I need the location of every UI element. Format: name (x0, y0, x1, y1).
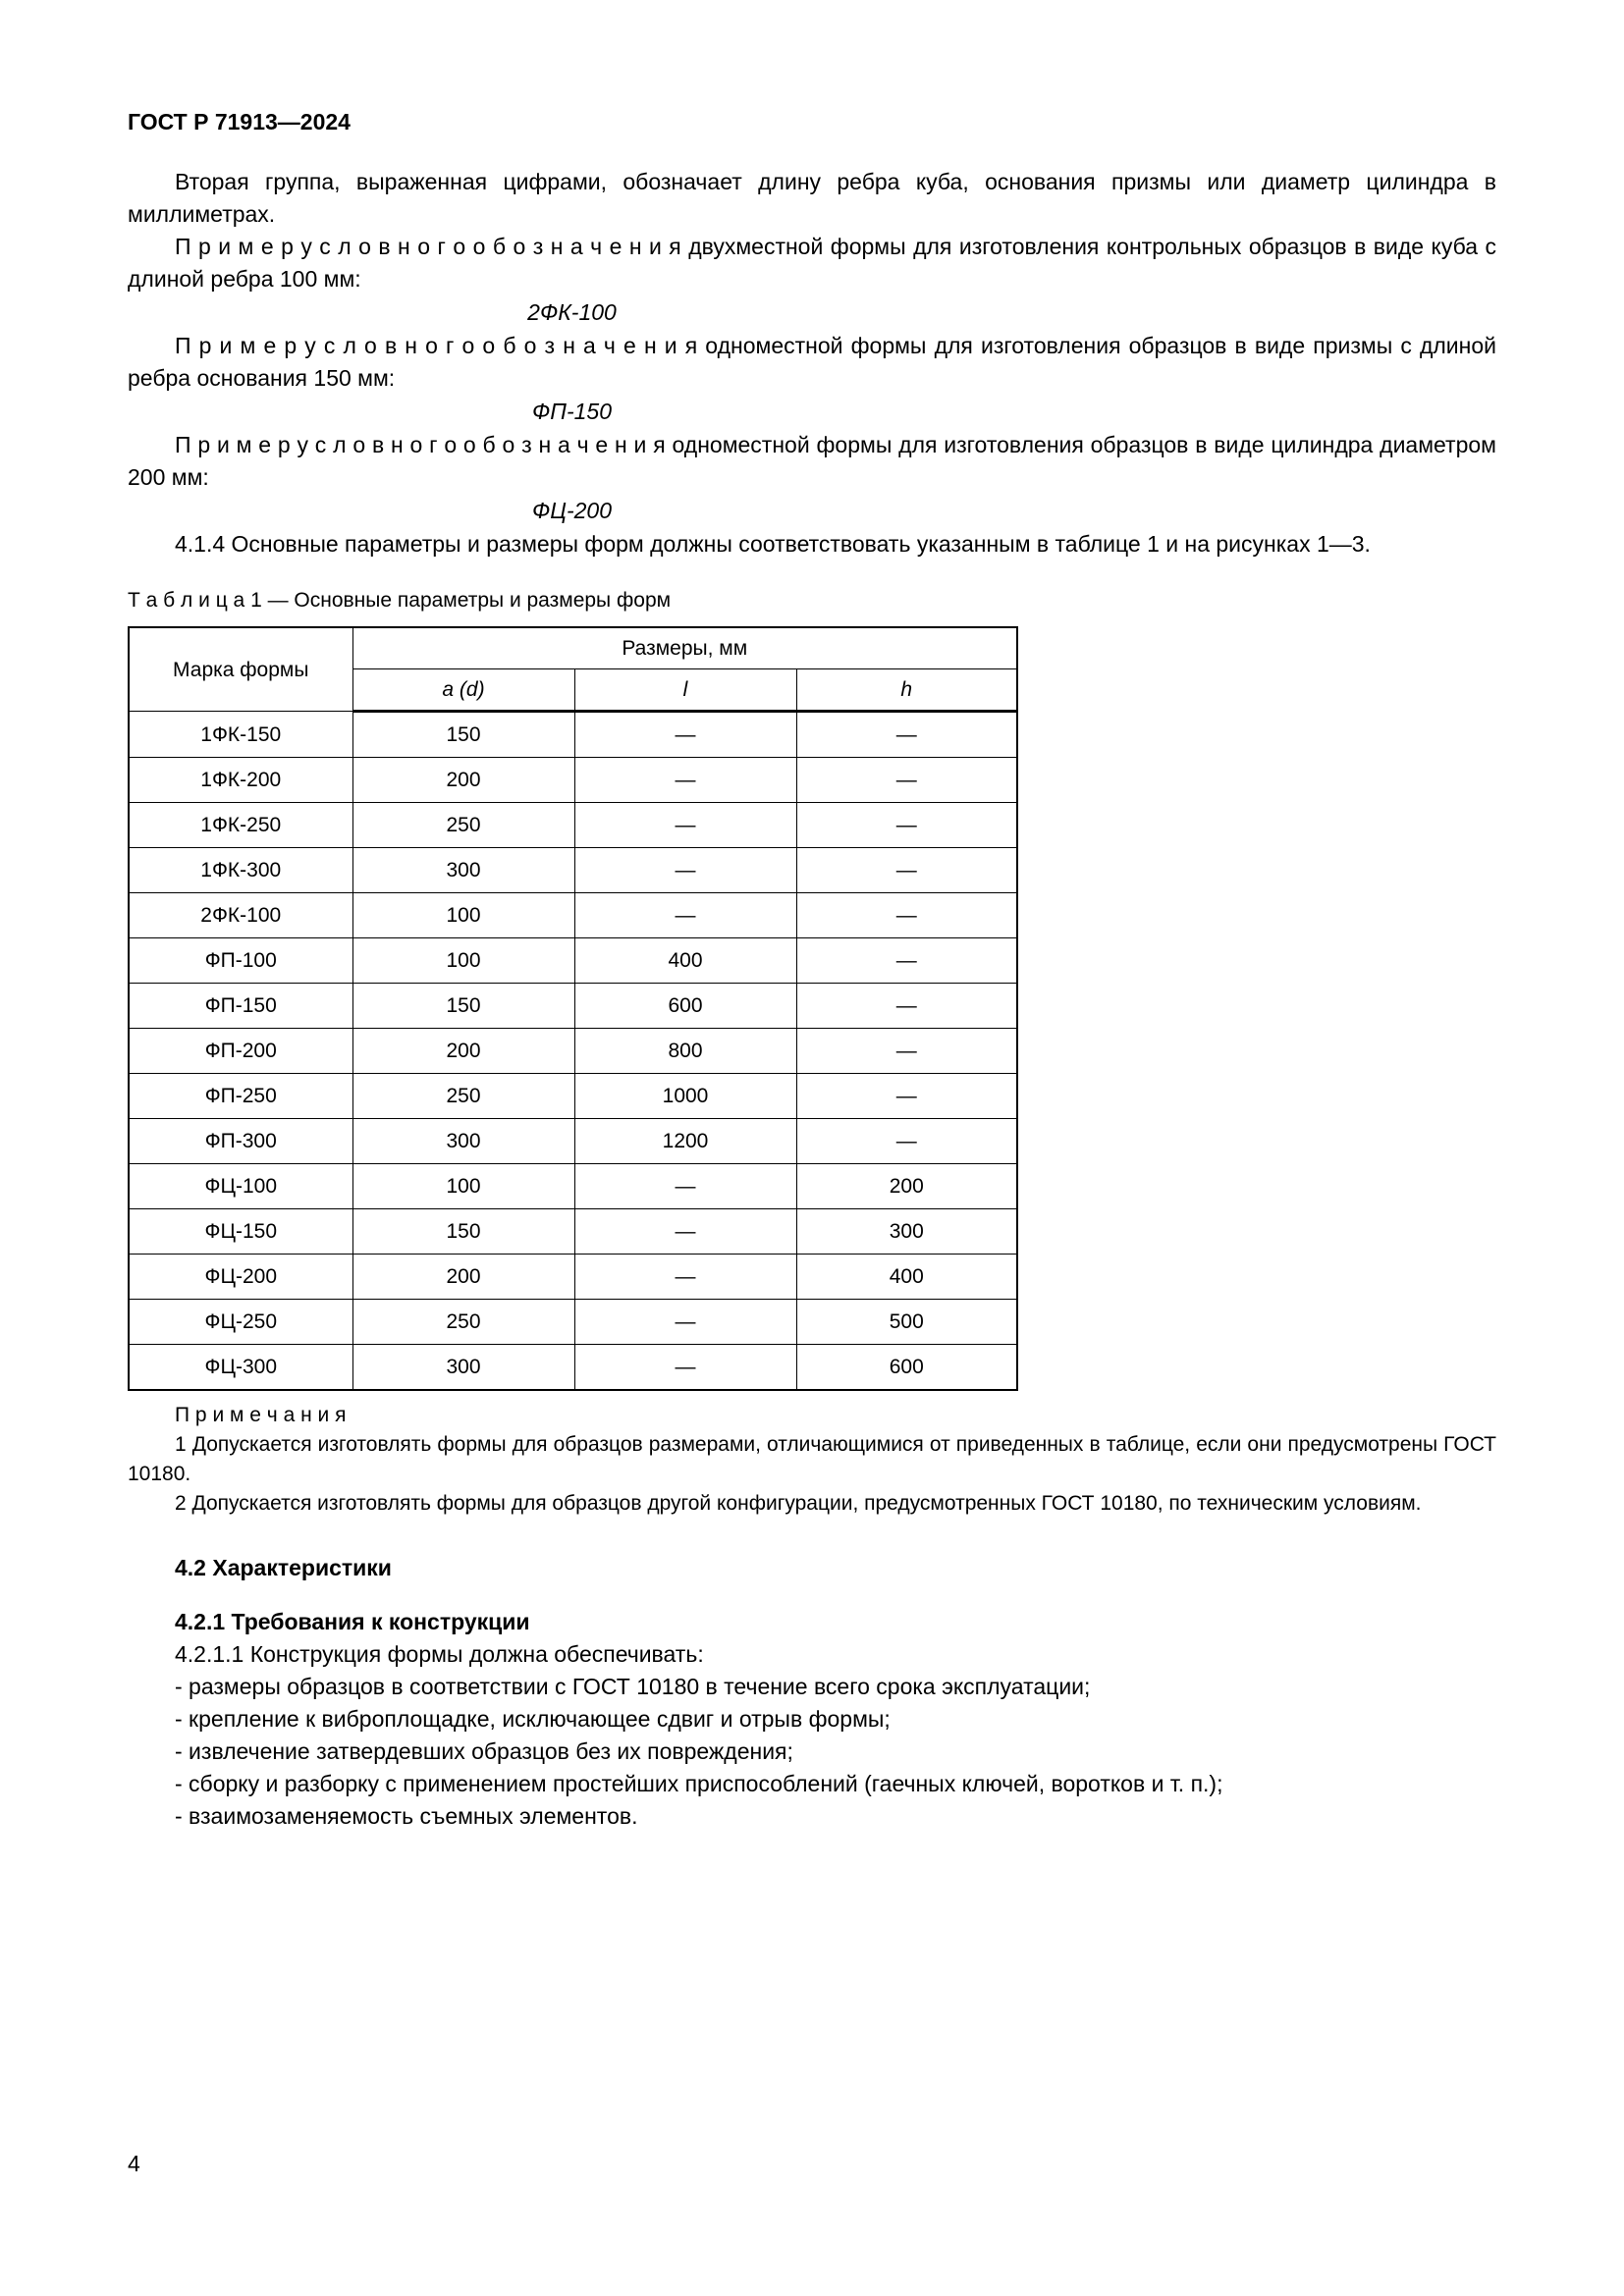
table-row (129, 758, 1017, 803)
form-mark-cell: ФП-150 (129, 984, 352, 1029)
size-value-cell: — (796, 1074, 1017, 1119)
table-header-row (129, 627, 1017, 669)
form-mark-cell: ФЦ-150 (129, 1209, 352, 1255)
paragraph-example-cube (128, 231, 1496, 295)
size-value-cell: 600 (796, 1345, 1017, 1391)
size-value-cell: — (574, 758, 796, 803)
paragraph-text: одноместной формы для изготовления образцов в виде цилиндра диаметром 200 мм: (128, 432, 1496, 490)
form-mark-cell: ФП-100 (129, 938, 352, 984)
size-value-cell: 250 (352, 1300, 574, 1345)
note-item: 2 Допускается изготовлять формы для образцов другой конфигурации, предусмотренных ГОСТ 10180, по техническим условиям. (175, 1492, 1422, 1515)
size-value-cell: — (574, 1345, 796, 1391)
clause-4211: 4.2.1.1 Конструкция формы должна обеспечивать: (175, 1641, 704, 1667)
form-mark-cell: ФП-200 (129, 1029, 352, 1074)
notes-title: П р и м е ч а н и я (175, 1404, 347, 1426)
size-value-cell: 150 (352, 984, 574, 1029)
form-mark-cell: 1ФК-250 (129, 803, 352, 848)
note-item: 1 Допускается изготовлять формы для образцов размерами, отличающимися от приведенных в таблице, если они предусмотрены ГОСТ 10180. (128, 1433, 1496, 1485)
form-mark-cell: ФП-300 (129, 1119, 352, 1164)
table-row (129, 1029, 1017, 1074)
paragraph-414: 4.1.4 Основные параметры и размеры форм должны соответствовать указанным в таблице 1 и на рисунках 1—3. (175, 531, 1371, 557)
size-value-cell: 400 (574, 938, 796, 984)
col-header-h: h (796, 669, 1017, 712)
size-value-cell: 100 (352, 893, 574, 938)
table-row (129, 1345, 1017, 1391)
table-row (129, 1209, 1017, 1255)
table-caption-text: Т а б л и ц а 1 — Основные параметры и размеры форм (128, 589, 672, 612)
example-intro-label: П р и м е р у с л о в н о г о о б о з н а ч е н и я (175, 432, 666, 457)
size-value-cell: — (796, 893, 1017, 938)
requirement-item: - размеры образцов в соответствии с ГОСТ 10180 в течение всего срока эксплуатации; (175, 1674, 1091, 1699)
requirement-item: - сборку и разборку с применением простейших приспособлений (гаечных ключей, воротков и т. п.); (175, 1771, 1223, 1796)
form-mark-cell: ФЦ-300 (129, 1345, 352, 1391)
size-value-cell: 250 (352, 803, 574, 848)
table-row (129, 893, 1017, 938)
size-value-cell: — (574, 848, 796, 893)
requirement-item: - взаимозаменяемость съемных элементов. (175, 1803, 638, 1829)
size-value-cell: 300 (352, 1119, 574, 1164)
size-value-cell: — (796, 758, 1017, 803)
table-row (129, 848, 1017, 893)
size-value-cell: 100 (352, 1164, 574, 1209)
col-header-l: l (574, 669, 796, 712)
designation-example-2fk100: 2ФК-100 (527, 299, 617, 325)
section-heading-421: 4.2.1 Требования к конструкции (175, 1609, 530, 1634)
col-header-a: a (d) (352, 669, 574, 712)
size-value-cell: 250 (352, 1074, 574, 1119)
table-row (129, 1255, 1017, 1300)
size-value-cell: 200 (352, 758, 574, 803)
paragraph-example-prism (128, 330, 1496, 395)
requirement-item: - извлечение затвердевших образцов без их повреждения; (175, 1738, 793, 1764)
section-heading-42: 4.2 Характеристики (175, 1555, 392, 1580)
form-mark-cell: ФЦ-200 (129, 1255, 352, 1300)
size-value-cell: 200 (352, 1029, 574, 1074)
size-value-cell: 150 (352, 1209, 574, 1255)
example-intro-label: П р и м е р у с л о в н о г о о б о з н а ч е н и я (175, 333, 698, 358)
table-body (129, 712, 1017, 1391)
page-number: 4 (128, 2151, 140, 2176)
size-value-cell: — (574, 1209, 796, 1255)
example-intro-label: П р и м е р у с л о в н о г о о б о з н а ч е н и я (175, 234, 681, 259)
size-value-cell: 300 (796, 1209, 1017, 1255)
col-group-header-sizes: Размеры, мм (352, 627, 1017, 669)
table-row (129, 1164, 1017, 1209)
size-value-cell: — (574, 893, 796, 938)
table-row (129, 803, 1017, 848)
size-value-cell: 200 (352, 1255, 574, 1300)
size-value-cell: — (796, 1119, 1017, 1164)
size-value-cell: 100 (352, 938, 574, 984)
size-value-cell: — (796, 803, 1017, 848)
size-value-cell: 300 (352, 848, 574, 893)
paragraph-text: одноместной формы для изготовления образцов в виде призмы с длиной ребра основания 150 мм: (128, 333, 1496, 391)
form-mark-cell: 2ФК-100 (129, 893, 352, 938)
table-row (129, 938, 1017, 984)
size-value-cell: 800 (574, 1029, 796, 1074)
notes-block (128, 1401, 1496, 1519)
size-value-cell: 400 (796, 1255, 1017, 1300)
form-mark-cell: 1ФК-150 (129, 712, 352, 758)
size-value-cell: — (574, 803, 796, 848)
size-value-cell: 200 (796, 1164, 1017, 1209)
form-mark-cell: ФЦ-100 (129, 1164, 352, 1209)
table-caption (128, 584, 1496, 616)
size-value-cell: — (574, 1255, 796, 1300)
doc-header: ГОСТ Р 71913—2024 (128, 109, 351, 134)
table-row (129, 1300, 1017, 1345)
size-value-cell: 1200 (574, 1119, 796, 1164)
col-header-mark: Марка формы (129, 627, 352, 712)
size-value-cell: 500 (796, 1300, 1017, 1345)
size-value-cell: — (796, 712, 1017, 758)
requirement-item: - крепление к виброплощадке, исключающее сдвиг и отрыв формы; (175, 1706, 891, 1732)
size-value-cell: 600 (574, 984, 796, 1029)
size-value-cell: 1000 (574, 1074, 796, 1119)
size-value-cell: — (574, 712, 796, 758)
form-mark-cell: 1ФК-300 (129, 848, 352, 893)
table-row (129, 984, 1017, 1029)
table-row (129, 712, 1017, 758)
table-row (129, 1074, 1017, 1119)
size-value-cell: — (796, 984, 1017, 1029)
characteristics-section (128, 1552, 1496, 1833)
form-mark-cell: ФЦ-250 (129, 1300, 352, 1345)
designation-example-fp150: ФП-150 (532, 399, 612, 424)
table-row (129, 1119, 1017, 1164)
size-value-cell: — (796, 1029, 1017, 1074)
size-value-cell: — (796, 848, 1017, 893)
paragraph-intro: Вторая группа, выраженная цифрами, обозначает длину ребра куба, основания призмы или диаметр цилиндра в миллиметрах. (128, 169, 1496, 227)
form-mark-cell: ФП-250 (129, 1074, 352, 1119)
params-table (128, 626, 1018, 1391)
paragraph-text: двухместной формы для изготовления контрольных образцов в виде куба с длиной ребра 100 мм: (128, 234, 1496, 292)
size-value-cell: 300 (352, 1345, 574, 1391)
size-value-cell: 150 (352, 712, 574, 758)
form-mark-cell: 1ФК-200 (129, 758, 352, 803)
designation-example-fc200: ФЦ-200 (531, 498, 613, 523)
size-value-cell: — (574, 1300, 796, 1345)
size-value-cell: — (574, 1164, 796, 1209)
paragraph-example-cylinder (128, 429, 1496, 494)
size-value-cell: — (796, 938, 1017, 984)
